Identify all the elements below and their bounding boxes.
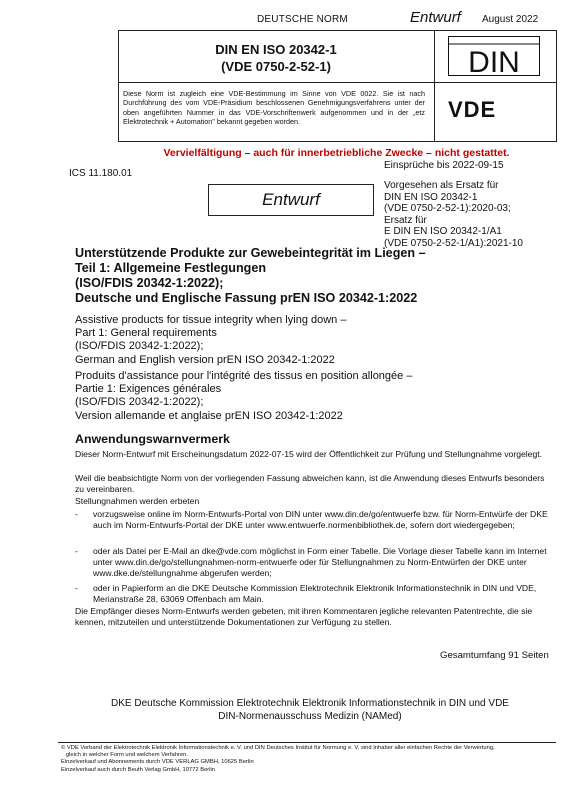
replacement-line: Ersatz für — [384, 214, 427, 226]
standard-number-line2: (VDE 0750-2-52-1) — [221, 59, 331, 74]
committee-line: DKE Deutsche Kommission Elektrotechnik Elektronik Informationstechnik in DIN und VDE — [111, 698, 509, 709]
committee-info — [75, 698, 545, 723]
header-box-divider — [118, 82, 556, 83]
replacement-line: (VDE 0750-2-52-1/A1):2021-10 — [384, 237, 523, 249]
total-pages: Gesamtumfang 91 Seiten — [440, 650, 549, 661]
footer-line: Einzelverkauf und Abonnements durch VDE VERLAG GMBH, 10625 Berlin — [61, 759, 254, 766]
warning-paragraph-1: Dieser Norm-Entwurf mit Erscheinungsdatum 2022-07-15 wird der Öffentlichkeit zur Prüfung und Stellungnahme vorgelegt. — [75, 449, 542, 459]
warning-paragraph-3: Stellungnahmen werden erbeten — [75, 496, 200, 506]
draft-stamp-box: Entwurf — [208, 184, 374, 216]
vde-statement: Diese Norm ist zugleich eine VDE-Bestimmung im Sinne von VDE 0022. Sie ist nach Durchführung des vom VDE-Präsidium beschlossenen Genehmigungsverfahrens unter der oben angeführten Nummer in das VDE-Vorschriftenwerk aufgenommen und in der „etz Elektrotechnik + Automation" bekannt gegeben worden. — [123, 89, 425, 127]
warning-paragraph-4: Die Empfänger dieses Norm-Entwurfs werden gebeten, mit ihren Kommentaren jegliche relevanten Patentrechte, die sie kennen, mitzuteilen und unterstützende Dokumentationen zur Verfügung zu stellen. — [75, 606, 533, 627]
copyright-footer — [61, 745, 561, 774]
replacement-line: Vorgesehen als Ersatz für — [384, 180, 499, 191]
standard-number-line1: DIN EN ISO 20342-1 — [215, 42, 337, 57]
title-german — [75, 246, 535, 306]
footer-line: Einzelverkauf auch durch Beuth Verlag GmbH, 10772 Berlin — [61, 766, 216, 773]
footer-divider — [58, 742, 556, 743]
reproduction-notice: Vervielfältigung – auch für innerbetriebliche Zwecke – nicht gestattet. — [163, 147, 510, 159]
standard-number — [118, 41, 434, 75]
list-item-text: vorzugsweise online im Norm-Entwurfs-Portal von DIN unter www.din.de/go/entwuerfe bzw. für Norm-Entwürfe der DKE auch im Norm-Entwurfs-Portal der DKE unter www.entwuerfe.normenbibliothek.de, sofern dort wiedergegeben; — [93, 509, 548, 530]
title-german-line: Teil 1: Allgemeine Festlegungen — [75, 261, 267, 275]
committee-line: DIN-Normenausschuss Medizin (NAMed) — [218, 710, 402, 722]
title-french-line: Version allemande et anglaise prEN ISO 20342-1:2022 — [75, 409, 343, 422]
footer-line: gleich in welcher Form und welchem Verfahren. — [61, 752, 188, 759]
header-entwurf-label: Entwurf — [410, 9, 461, 26]
list-item-text: oder in Papierform an die DKE Deutsche Kommission Elektrotechnik Elektronik Informationstechnik in DIN und VDE, Merianstraße 28, 63069 Offenbach am Main. — [93, 583, 537, 604]
title-french-line: Produits d'assistance pour l'intégrité des tissus en position allongée – — [75, 370, 413, 382]
warning-paragraph-2: Weil die beabsichtigte Norm von der vorliegenden Fassung abweichen kann, ist die Anwendung dieses Entwurfs besonders zu vereinbaren. — [75, 473, 545, 494]
replacement-info — [384, 180, 523, 250]
title-english-line: German and English version prEN ISO 20342-1:2022 — [75, 353, 335, 366]
title-french-line: (ISO/FDIS 20342-1:2022); — [75, 396, 204, 409]
list-item-text: oder als Datei per E-Mail an dke@vde.com möglichst in Form einer Tabelle. Die Vorlage dieser Tabelle kann im Internet unter www.din.de/go/stellungnahmen-norm-entwuerfe oder für Stellungnahmen zu Norm-Entwürfen der DKE unter www.dke.de/stellungnahme abgerufen werden; — [93, 546, 547, 578]
footer-line: © VDE Verband der Elektrotechnik Elektronik Informationstechnik e. V. und DIN Deutsches Institut für Normung e. V. sind Inhaber aller einfachen Rechte der Verwertung, — [61, 745, 495, 751]
replacement-line: E DIN EN ISO 20342-1/A1 — [384, 226, 502, 238]
title-english-line: Assistive products for tissue integrity when lying down – — [75, 314, 347, 326]
header-box-vertical-divider — [434, 30, 435, 141]
title-german-line: Deutsche und Englische Fassung prEN ISO 20342-1:2022 — [75, 291, 418, 305]
bullet-dash: - — [75, 546, 78, 556]
title-french-line: Partie 1: Exigences générales — [75, 383, 222, 396]
title-english-line: Part 1: General requirements — [75, 327, 217, 340]
title-german-line: Unterstützende Produkte zur Gewebeintegrität im Liegen – — [75, 246, 426, 260]
bullet-dash: - — [75, 509, 78, 519]
din-logo — [448, 36, 540, 76]
replacement-line: DIN EN ISO 20342-1 — [384, 191, 478, 203]
objection-deadline: Einsprüche bis 2022-09-15 — [384, 160, 504, 171]
title-french — [75, 370, 545, 423]
replacement-line: (VDE 0750-2-52-1):2020-03; — [384, 203, 511, 215]
header-date: August 2022 — [482, 14, 539, 25]
title-english — [75, 314, 535, 367]
bullet-dash: - — [75, 583, 78, 593]
vde-logo: VDE — [448, 97, 497, 122]
title-english-line: (ISO/FDIS 20342-1:2022); — [75, 340, 204, 353]
title-german-line: (ISO/FDIS 20342-1:2022); — [75, 276, 224, 290]
warning-heading: Anwendungswarnvermerk — [75, 432, 230, 446]
header-norm-label: DEUTSCHE NORM — [257, 14, 348, 25]
ics-code: ICS 11.180.01 — [69, 168, 133, 179]
din-logo-text: DIN — [468, 46, 520, 76]
